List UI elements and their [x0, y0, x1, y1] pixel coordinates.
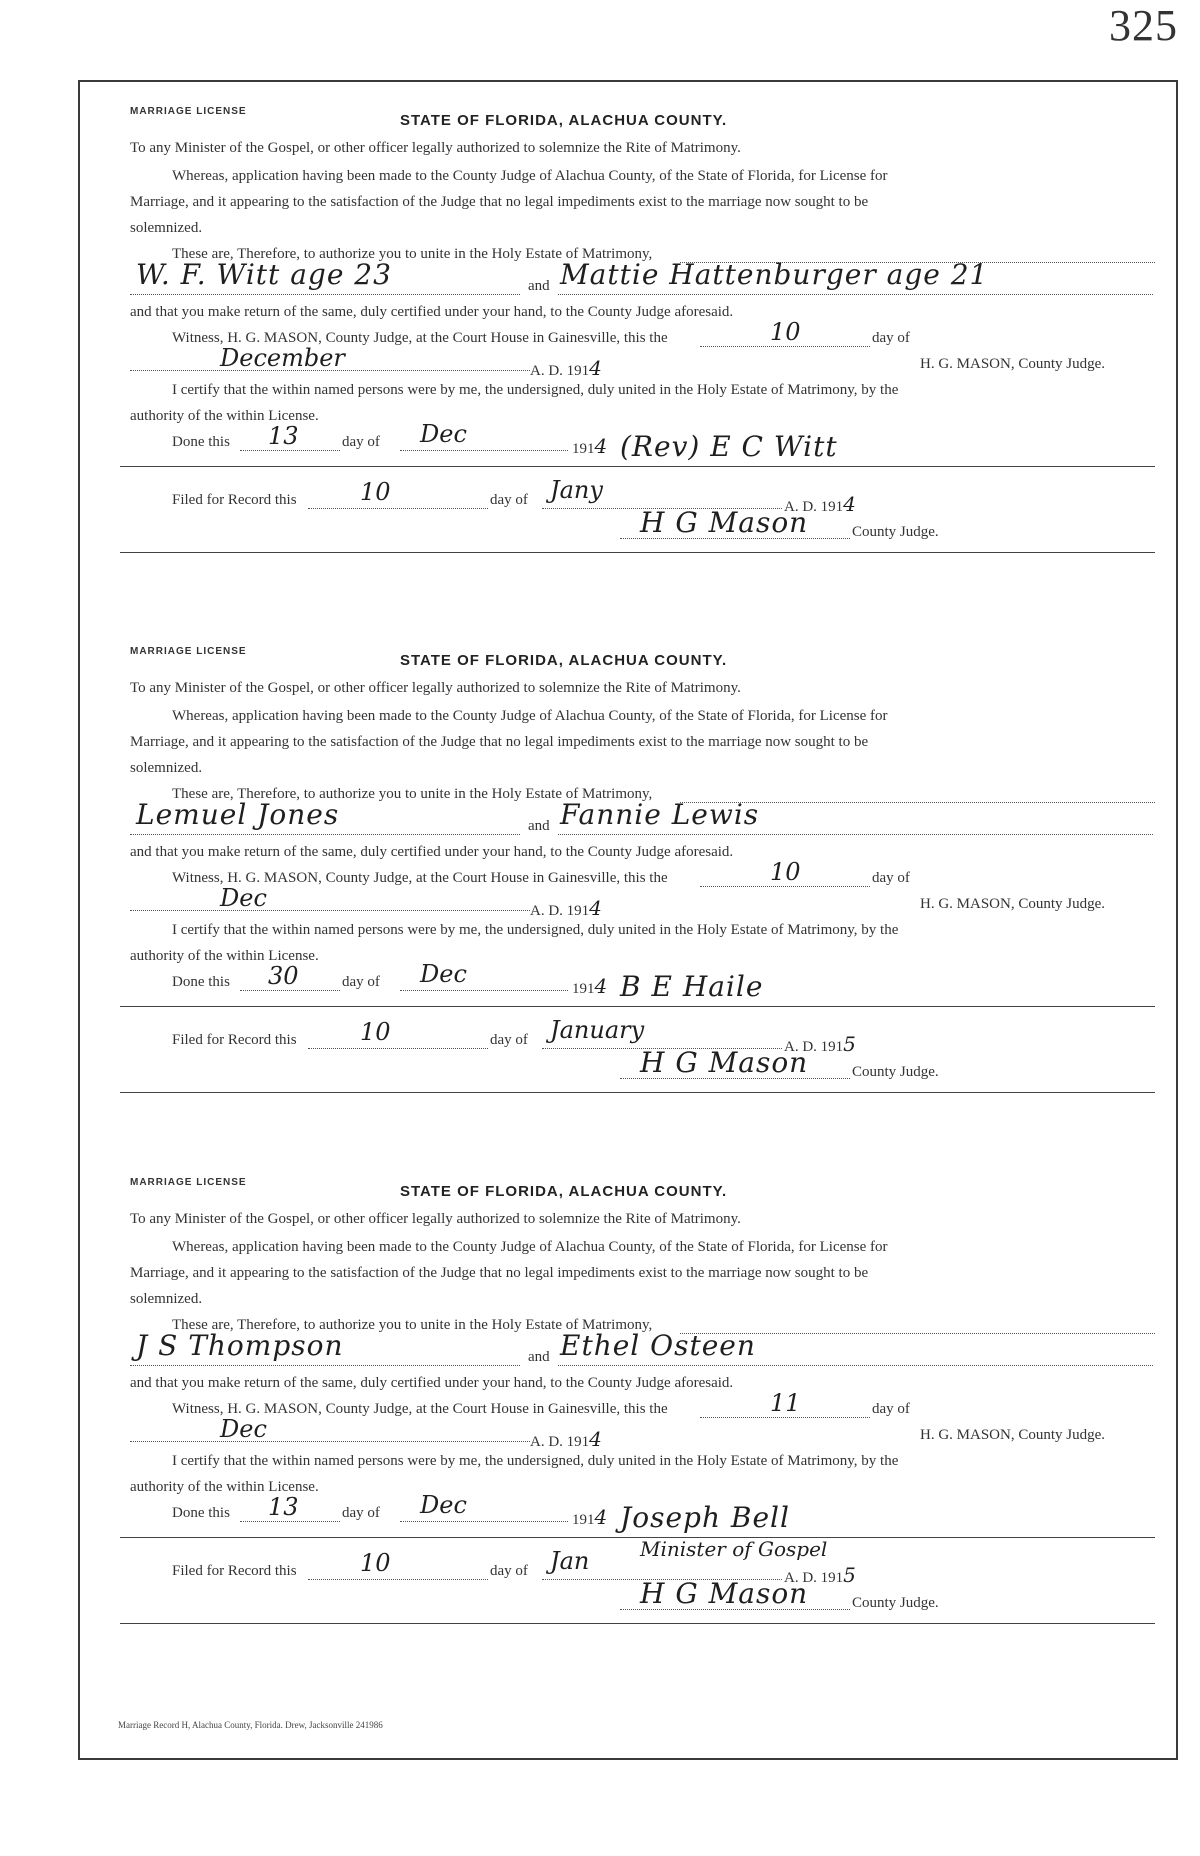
to-minister-line: To any Minister of the Gospel, or other officer legally authorized to solemnize the Rite of Matrimony. — [130, 1211, 741, 1227]
done-year-digit: 4 — [594, 1505, 608, 1529]
license-label: MARRIAGE LICENSE — [130, 646, 247, 657]
filed-ad: A. D. 1914 — [784, 492, 856, 516]
whereas-line-2: Marriage, and it appearing to the satisfaction of the Judge that no legal impediments exist to the marriage now sought to be — [130, 734, 869, 750]
witness-month: December — [220, 344, 345, 372]
done-month: Dec — [420, 960, 467, 988]
done-month: Dec — [420, 420, 467, 448]
license-label: MARRIAGE LICENSE — [130, 106, 247, 117]
marriage-license-1 — [80, 82, 1180, 614]
witness-month-line — [130, 1441, 530, 1442]
certify-line-2: authority of the within License. — [130, 408, 319, 424]
filed-year-digit: 5 — [843, 1032, 856, 1056]
bride-line — [558, 1365, 1153, 1366]
whereas-line-2: Marriage, and it appearing to the satisfaction of the Judge that no legal impediments exist to the marriage now sought to be — [130, 1265, 869, 1281]
county-judge-label: County Judge. — [852, 524, 939, 540]
filed-day-line — [308, 1579, 488, 1580]
officiant-signature: (Rev) E C Witt — [620, 430, 838, 463]
done-day-line — [240, 450, 340, 451]
done-this-label: Done this — [172, 1505, 230, 1521]
filed-signature: H G Mason — [640, 1046, 809, 1079]
filed-day-of: day of — [490, 1563, 528, 1579]
witness-ad: A. D. 1914 — [530, 896, 602, 920]
witness-day-line — [700, 886, 870, 887]
groom-line — [130, 294, 520, 295]
filed-day-line — [308, 508, 488, 509]
to-minister-line: To any Minister of the Gospel, or other officer legally authorized to solemnize the Rite of Matrimony. — [130, 140, 741, 156]
done-year: 1914 — [572, 974, 608, 998]
witness-day: 10 — [770, 318, 801, 346]
record-page-frame — [78, 80, 1178, 1760]
groom-line — [130, 1365, 520, 1366]
filed-year-digit: 5 — [843, 1563, 856, 1587]
witness-day: 11 — [770, 1389, 801, 1417]
and-label: and — [528, 278, 550, 294]
filed-month: Jan — [550, 1547, 590, 1575]
bride-line — [558, 294, 1153, 295]
bride-name: Fannie Lewis — [560, 798, 760, 831]
filed-month: January — [550, 1016, 645, 1044]
these-are-line: These are, Therefore, to authorize you to unite in the Holy Estate of Matrimony, — [172, 1317, 653, 1333]
witness-line: Witness, H. G. MASON, County Judge, at the Court House in Gainesville, this the — [172, 1401, 668, 1417]
certify-line-1: I certify that the within named persons were by me, the undersigned, duly united in the Holy Estate of Matrimony, by the — [172, 922, 899, 938]
county-judge-line — [620, 1078, 850, 1079]
whereas-line-3: solemnized. — [130, 220, 203, 236]
whereas-line-2: Marriage, and it appearing to the satisfaction of the Judge that no legal impediments exist to the marriage now sought to be — [130, 194, 869, 210]
return-line: and that you make return of the same, duly certified under your hand, to the County Judge aforesaid. — [130, 844, 734, 860]
done-month: Dec — [420, 1491, 467, 1519]
witness-year-digit: 4 — [589, 356, 602, 380]
witness-year-digit: 4 — [589, 896, 602, 920]
whereas-line-1: Whereas, application having been made to the County Judge of Alachua County, of the State of Florida, for License for — [172, 708, 888, 724]
section-divider — [120, 1006, 1155, 1007]
witness-ad: A. D. 1914 — [530, 356, 602, 380]
bride-name: Ethel Osteen — [560, 1329, 756, 1362]
done-month-line — [400, 1521, 568, 1522]
marriage-license-2 — [80, 622, 1180, 1154]
certify-line-1: I certify that the within named persons were by me, the undersigned, duly united in the Holy Estate of Matrimony, by the — [172, 382, 899, 398]
county-judge-line — [620, 1609, 850, 1610]
filed-day-of: day of — [490, 492, 528, 508]
done-day: 13 — [268, 422, 299, 450]
section-divider — [120, 466, 1155, 467]
done-day: 30 — [268, 962, 299, 990]
filed-label: Filed for Record this — [172, 1563, 297, 1579]
filed-day-line — [308, 1048, 488, 1049]
judge-line: H. G. MASON, County Judge. — [920, 896, 1106, 912]
done-day-of: day of — [342, 1505, 380, 1521]
done-this-label: Done this — [172, 974, 230, 990]
done-month-line — [400, 990, 568, 991]
license-end-divider — [120, 1623, 1155, 1624]
these-are-line: These are, Therefore, to authorize you to unite in the Holy Estate of Matrimony, — [172, 246, 653, 262]
section-divider — [120, 1537, 1155, 1538]
witness-day-of: day of — [872, 330, 910, 346]
witness-day-of: day of — [872, 870, 910, 886]
these-are-line: These are, Therefore, to authorize you to unite in the Holy Estate of Matrimony, — [172, 786, 653, 802]
done-year: 1914 — [572, 1505, 608, 1529]
return-line: and that you make return of the same, duly certified under your hand, to the County Judge aforesaid. — [130, 1375, 734, 1391]
witness-day-line — [700, 346, 870, 347]
done-year: 1914 — [572, 434, 608, 458]
done-month-line — [400, 450, 568, 451]
groom-line — [130, 834, 520, 835]
officiant-signature: Joseph Bell — [620, 1501, 790, 1534]
done-day-line — [240, 1521, 340, 1522]
bride-line — [558, 834, 1153, 835]
judge-line: H. G. MASON, County Judge. — [920, 356, 1106, 372]
done-day-of: day of — [342, 974, 380, 990]
witness-month: Dec — [220, 884, 267, 912]
whereas-line-3: solemnized. — [130, 1291, 203, 1307]
license-end-divider — [120, 1092, 1155, 1093]
groom-name: W. F. Witt age 23 — [136, 258, 392, 291]
officiant-signature: B E Haile — [620, 970, 764, 1003]
marriage-license-3 — [80, 1153, 1180, 1685]
filed-month: Jany — [550, 476, 603, 504]
filed-ad: A. D. 1915 — [784, 1563, 856, 1587]
filed-year-digit: 4 — [843, 492, 856, 516]
filed-day: 10 — [360, 478, 391, 506]
witness-month-line — [130, 910, 530, 911]
filed-signature: H G Mason — [640, 1577, 809, 1610]
county-judge-line — [620, 538, 850, 539]
whereas-line-3: solemnized. — [130, 760, 203, 776]
filed-day: 10 — [360, 1018, 391, 1046]
and-label: and — [528, 818, 550, 834]
witness-year-digit: 4 — [589, 1427, 602, 1451]
filed-day-of: day of — [490, 1032, 528, 1048]
witness-day: 10 — [770, 858, 801, 886]
filed-ad: A. D. 1915 — [784, 1032, 856, 1056]
done-day-of: day of — [342, 434, 380, 450]
done-year-digit: 4 — [594, 974, 608, 998]
judge-line: H. G. MASON, County Judge. — [920, 1427, 1106, 1443]
witness-line: Witness, H. G. MASON, County Judge, at the Court House in Gainesville, this the — [172, 330, 668, 346]
license-title: STATE OF FLORIDA, ALACHUA COUNTY. — [400, 112, 728, 129]
certify-line-1: I certify that the within named persons were by me, the undersigned, duly united in the Holy Estate of Matrimony, by the — [172, 1453, 899, 1469]
to-minister-line: To any Minister of the Gospel, or other officer legally authorized to solemnize the Rite of Matrimony. — [130, 680, 741, 696]
certify-line-2: authority of the within License. — [130, 1479, 319, 1495]
done-year-digit: 4 — [594, 434, 608, 458]
return-line: and that you make return of the same, duly certified under your hand, to the County Judge aforesaid. — [130, 304, 734, 320]
county-judge-label: County Judge. — [852, 1595, 939, 1611]
filed-label: Filed for Record this — [172, 1032, 297, 1048]
witness-ad: A. D. 1914 — [530, 1427, 602, 1451]
license-end-divider — [120, 552, 1155, 553]
groom-name: Lemuel Jones — [136, 798, 340, 831]
done-day: 13 — [268, 1493, 299, 1521]
filed-day: 10 — [360, 1549, 391, 1577]
certify-line-2: authority of the within License. — [130, 948, 319, 964]
and-label: and — [528, 1349, 550, 1365]
filed-signature: H G Mason — [640, 506, 809, 539]
whereas-line-1: Whereas, application having been made to the County Judge of Alachua County, of the State of Florida, for License for — [172, 1239, 888, 1255]
whereas-line-1: Whereas, application having been made to the County Judge of Alachua County, of the State of Florida, for License for — [172, 168, 888, 184]
witness-day-of: day of — [872, 1401, 910, 1417]
county-judge-label: County Judge. — [852, 1064, 939, 1080]
groom-name: J S Thompson — [136, 1329, 344, 1362]
license-title: STATE OF FLORIDA, ALACHUA COUNTY. — [400, 652, 728, 669]
license-title: STATE OF FLORIDA, ALACHUA COUNTY. — [400, 1183, 728, 1200]
done-day-line — [240, 990, 340, 991]
bride-name: Mattie Hattenburger age 21 — [560, 258, 989, 291]
witness-month: Dec — [220, 1415, 267, 1443]
page-footer: Marriage Record H, Alachua County, Florida. Drew, Jacksonville 241986 — [118, 1720, 383, 1730]
page-number: 325 — [1109, 1, 1178, 50]
done-this-label: Done this — [172, 434, 230, 450]
license-label: MARRIAGE LICENSE — [130, 1177, 247, 1188]
witness-line: Witness, H. G. MASON, County Judge, at the Court House in Gainesville, this the — [172, 870, 668, 886]
officiant-title: Minister of Gospel — [640, 1537, 828, 1561]
witness-day-line — [700, 1417, 870, 1418]
filed-label: Filed for Record this — [172, 492, 297, 508]
